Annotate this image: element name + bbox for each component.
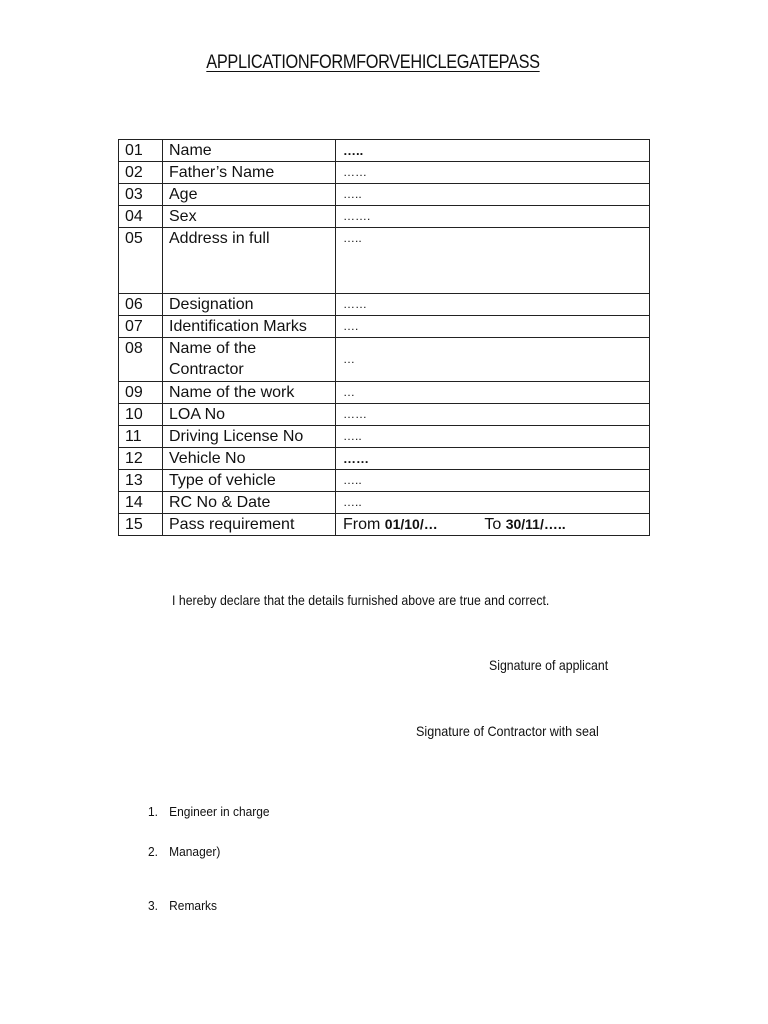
field-value: ….. <box>336 184 650 206</box>
row-number: 12 <box>119 448 163 470</box>
contractor-signature-label: Signature of Contractor with seal <box>416 723 599 739</box>
field-value: ….. <box>336 492 650 514</box>
row-number: 02 <box>119 162 163 184</box>
table-row <box>119 206 650 228</box>
row-number: 10 <box>119 404 163 426</box>
pass-from-date: 01/10/… <box>384 516 438 532</box>
row-number: 13 <box>119 470 163 492</box>
signoff-label: Engineer in charge <box>169 804 270 819</box>
list-index: 3. <box>148 898 158 913</box>
field-value: ……. <box>336 206 650 228</box>
declaration-text: I hereby declare that the details furnished above are true and correct. <box>172 592 550 608</box>
field-label: Father’s Name <box>163 162 336 184</box>
list-item <box>148 804 270 819</box>
signoff-label: Remarks <box>169 898 218 913</box>
field-label: Address in full <box>163 228 336 294</box>
field-value: ….. <box>336 426 650 448</box>
row-number: 14 <box>119 492 163 514</box>
pass-to-label: To <box>484 516 502 533</box>
field-label: RC No & Date <box>163 492 336 514</box>
table-row <box>119 382 650 404</box>
table-row <box>119 404 650 426</box>
list-item <box>148 844 220 859</box>
pass-from-label: From <box>343 516 381 533</box>
table-row <box>119 316 650 338</box>
field-value: … <box>336 382 650 404</box>
field-value: ….. <box>336 470 650 492</box>
application-details-table <box>118 139 650 536</box>
field-label: Pass requirement <box>163 514 336 536</box>
field-value: …… <box>336 404 650 426</box>
table-row <box>119 448 650 470</box>
applicant-signature-label: Signature of applicant <box>489 657 609 673</box>
pass-to-date: 30/11/….. <box>505 516 566 532</box>
field-label: Vehicle No <box>163 448 336 470</box>
field-label: Type of vehicle <box>163 470 336 492</box>
signoff-label: Manager) <box>169 844 221 859</box>
field-value: ….. <box>336 140 650 162</box>
table-row <box>119 184 650 206</box>
table-row <box>119 228 650 294</box>
list-item <box>148 898 217 913</box>
field-value: …… <box>336 448 650 470</box>
row-number: 09 <box>119 382 163 404</box>
field-label: Sex <box>163 206 336 228</box>
field-value: … <box>336 338 650 382</box>
row-number: 01 <box>119 140 163 162</box>
field-label: Age <box>163 184 336 206</box>
list-index: 2. <box>148 844 158 859</box>
field-value: ….. <box>336 228 650 294</box>
row-number: 15 <box>119 514 163 536</box>
table-row <box>119 338 650 382</box>
table-row <box>119 470 650 492</box>
table-row <box>119 294 650 316</box>
pass-period-value <box>336 514 650 536</box>
field-label: Driving License No <box>163 426 336 448</box>
field-label: Name of the work <box>163 382 336 404</box>
field-value: …. <box>336 316 650 338</box>
row-number: 06 <box>119 294 163 316</box>
field-value: …… <box>336 162 650 184</box>
row-number: 04 <box>119 206 163 228</box>
table-row <box>119 426 650 448</box>
row-number: 11 <box>119 426 163 448</box>
field-label: Name of the Contractor <box>163 338 336 382</box>
table-row <box>119 162 650 184</box>
row-number: 08 <box>119 338 163 382</box>
field-label: LOA No <box>163 404 336 426</box>
row-number: 07 <box>119 316 163 338</box>
table-row <box>119 492 650 514</box>
list-index: 1. <box>148 804 158 819</box>
field-label: Designation <box>163 294 336 316</box>
row-number: 05 <box>119 228 163 294</box>
field-label: Identification Marks <box>163 316 336 338</box>
row-number: 03 <box>119 184 163 206</box>
table-row <box>119 140 650 162</box>
form-title: APPLICATIONFORMFORVEHICLEGATEPASS <box>206 52 540 73</box>
field-label: Name <box>163 140 336 162</box>
table-row <box>119 514 650 536</box>
field-value: …… <box>336 294 650 316</box>
